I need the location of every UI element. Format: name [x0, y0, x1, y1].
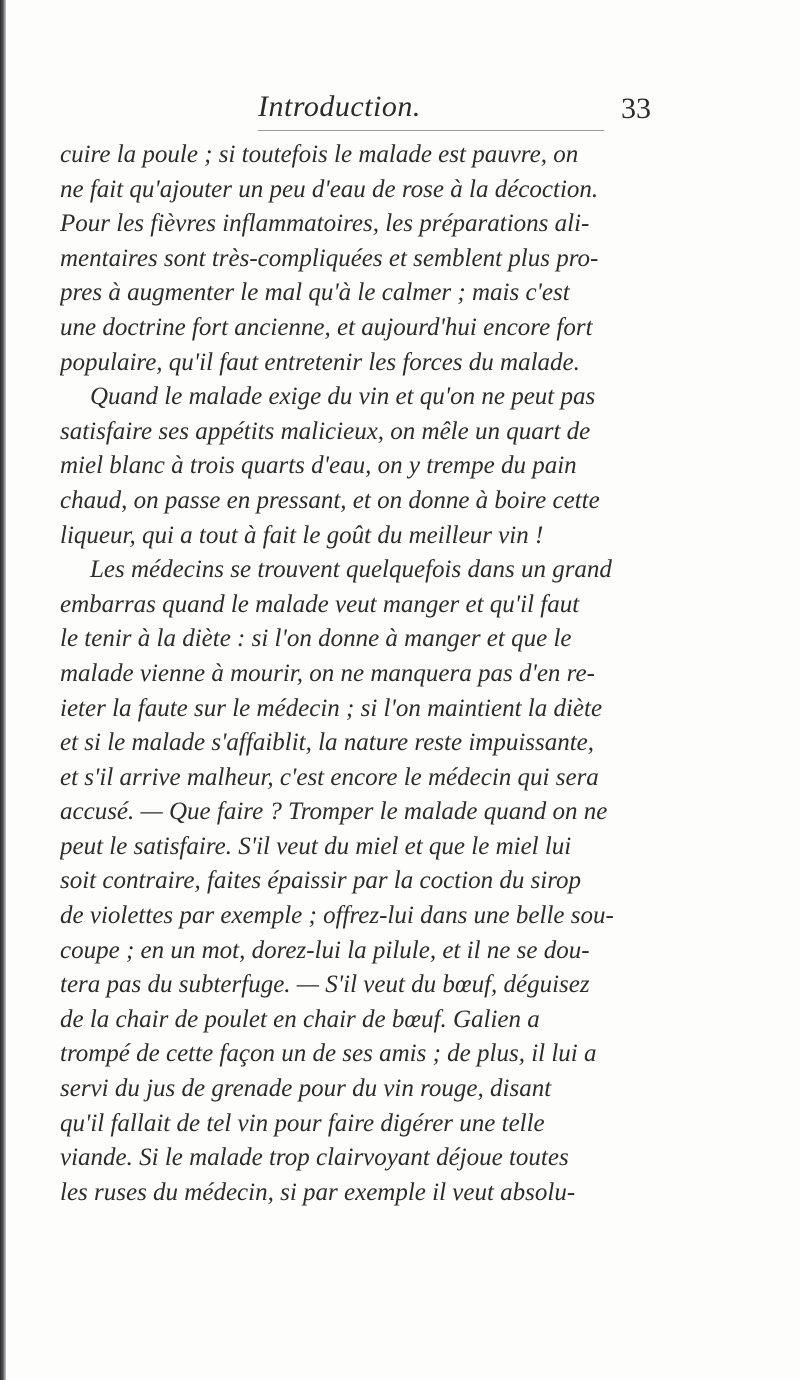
text-line: coupe ; en un mot, dorez-lui la pilule, et il ne se dou- [60, 936, 590, 964]
text-line: malade vienne à mourir, on ne manquera pas d'en re- [60, 659, 595, 687]
text-line: servi du jus de grenade pour du vin rouge, disant [60, 1075, 552, 1103]
text-line: soit contraire, faites épaissir par la coction du sirop [60, 867, 582, 895]
paragraph-start-line: Quand le malade exige du vin et qu'on ne peut pas [90, 383, 596, 411]
text-line: de violettes par exemple ; offrez-lui dans une belle sou- [60, 902, 614, 930]
page-binding-edge [0, 0, 6, 1380]
text-line: embarras quand le malade veut manger et qu'il faut [60, 590, 580, 618]
page-number: 33 [621, 92, 651, 125]
text-line: accusé. — Que faire ? Tromper le malade quand on ne [60, 798, 608, 826]
text-line: satisfaire ses appétits malicieux, on mêle un quart de [60, 417, 591, 445]
text-line: ieter la faute sur le médecin ; si l'on maintient la diète [60, 694, 603, 722]
text-line: qu'il fallait de tel vin pour faire digérer une telle [60, 1109, 545, 1137]
text-line: le tenir à la diète : si l'on donne à manger et que le [60, 625, 572, 653]
text-line: les ruses du médecin, si par exemple il veut absolu- [60, 1178, 576, 1206]
page-header [0, 90, 800, 130]
text-line: et s'il arrive malheur, c'est encore le médecin qui sera [60, 763, 599, 791]
text-line: viande. Si le malade trop clairvoyant déjoue toutes [60, 1144, 569, 1172]
text-line: miel blanc à trois quarts d'eau, on y trempe du pain [60, 452, 577, 480]
paragraph-start-line: Les médecins se trouvent quelquefois dans un grand [90, 556, 612, 584]
body-text [60, 138, 720, 1210]
text-line: tera pas du subterfuge. — S'il veut du bœuf, déguisez [60, 971, 590, 999]
text-line: et si le malade s'affaiblit, la nature reste impuissante, [60, 729, 595, 757]
header-rule [258, 130, 604, 131]
text-line: chaud, on passe en pressant, et on donne à boire cette [60, 486, 600, 514]
text-line: liqueur, qui a tout à fait le goût du meilleur vin ! [60, 521, 544, 549]
text-line: cuire la poule ; si toutefois le malade est pauvre, on [60, 141, 579, 168]
text-line: trompé de cette façon un de ses amis ; de plus, il lui a [60, 1040, 597, 1068]
text-line: peut le satisfaire. S'il veut du miel et que le miel lui [60, 832, 572, 860]
text-line: Pour les fièvres inflammatoires, les préparations ali- [60, 210, 590, 238]
text-line: populaire, qu'il faut entretenir les forces du malade. [60, 348, 580, 376]
text-line: mentaires sont très-compliquées et semblent plus pro- [60, 244, 599, 272]
text-line: pres à augmenter le mal qu'à le calmer ; mais c'est [60, 279, 570, 307]
text-line: une doctrine fort ancienne, et aujourd'hui encore fort [60, 313, 593, 341]
running-title: Introduction. [258, 90, 421, 123]
text-line: de la chair de poulet en chair de bœuf. Galien a [60, 1005, 540, 1033]
text-line: ne fait qu'ajouter un peu d'eau de rose à la décoction. [60, 175, 599, 203]
